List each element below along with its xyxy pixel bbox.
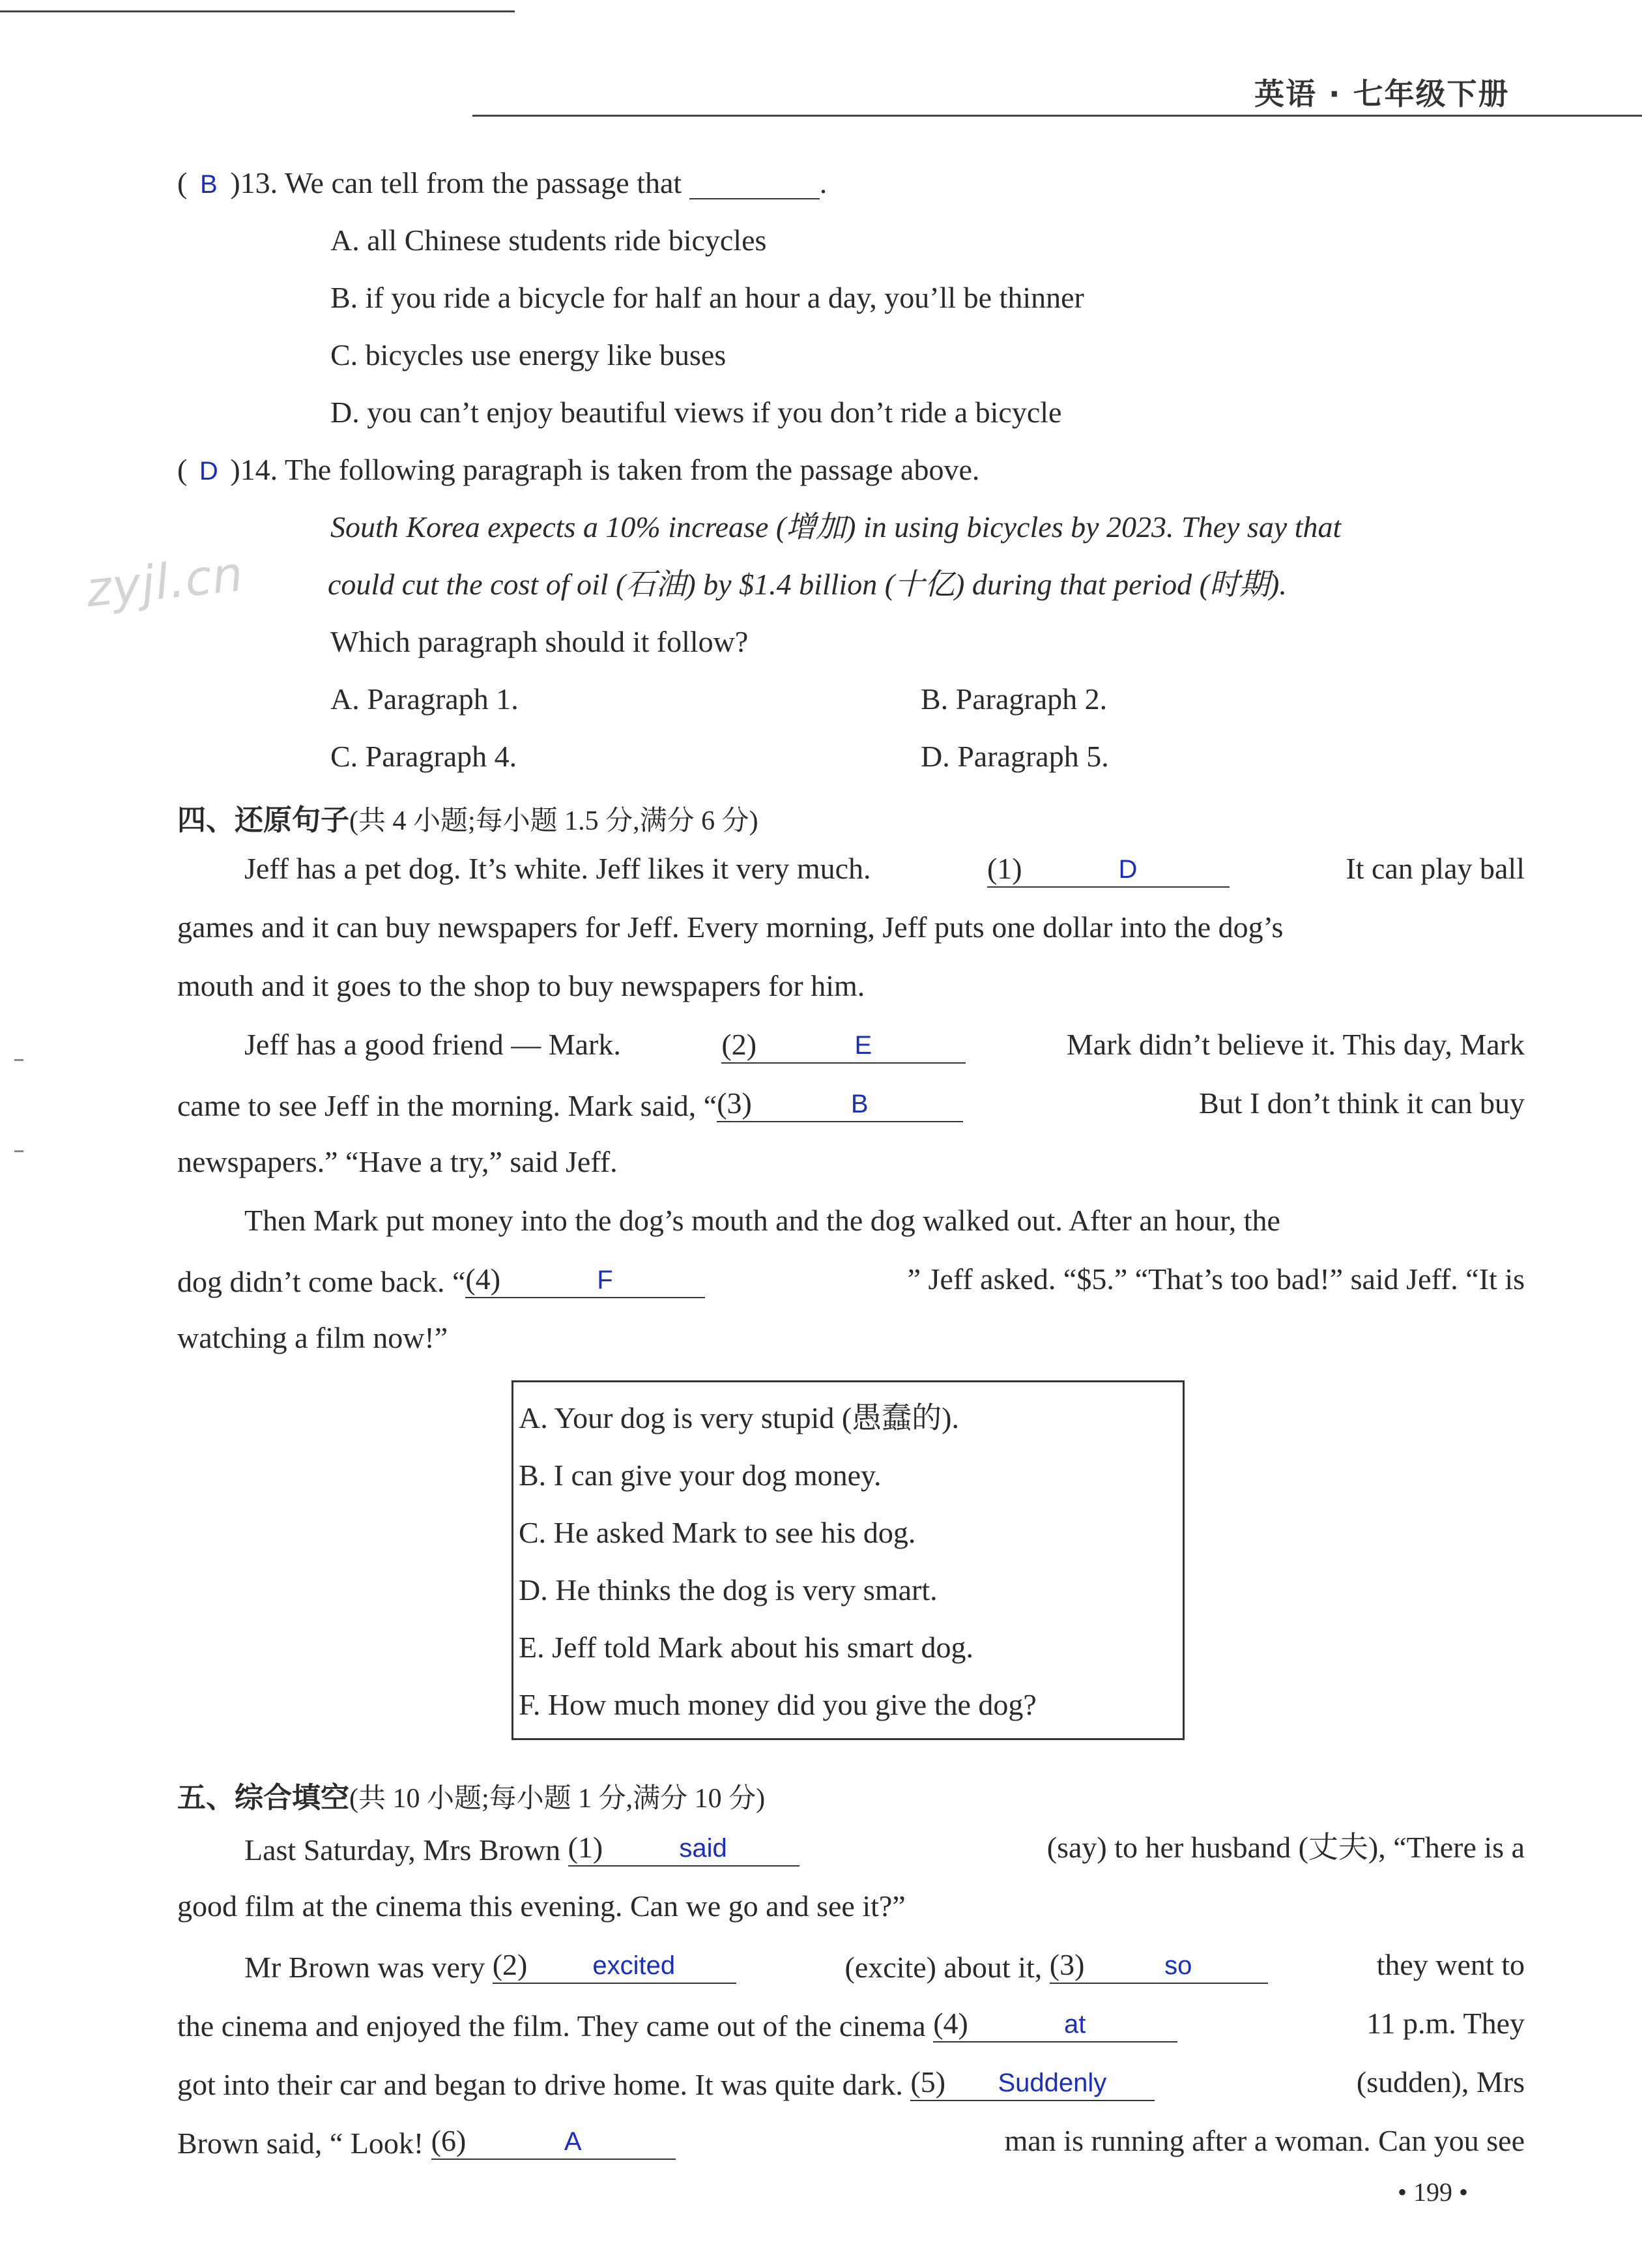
s4-option-d: D. He thinks the dog is very smart.: [519, 1573, 938, 1606]
q13-option-b: B. if you ride a bicycle for half an hour a day, you’ll be thinner: [330, 281, 1084, 314]
s4-option-a: A. Your dog is very stupid (愚蠢的).: [519, 1401, 959, 1434]
s5-blank-6: (6) A: [431, 2126, 676, 2160]
watermark: zyjl.cn: [83, 545, 246, 618]
s4-p2-line1: Jeff has a good friend — Mark. (2) E Mark didn’t believe it. This day, Mark: [244, 1030, 1525, 1064]
s4-options-box: [511, 1380, 1185, 1740]
s5-blank-3: (3) so: [1050, 1950, 1268, 1984]
s5-line2: good film at the cinema this evening. Can we go and see it?”: [177, 1889, 906, 1923]
q14-stem: ( D )14. The following paragraph is taken from the passage above.: [177, 453, 980, 486]
s5-line4: the cinema and enjoyed the film. They came out of the cinema (4) at 11 p.m. They: [177, 2007, 1525, 2043]
q14-answer: D: [199, 457, 218, 486]
s4-blank-2: (2) E: [721, 1030, 966, 1064]
s4-option-f: F. How much money did you give the dog?: [519, 1688, 1037, 1721]
q14-option-a: A. Paragraph 1.: [330, 682, 519, 716]
s4-p2-line2: came to see Jeff in the morning. Mark said, “ (3) B But I don’t think it can buy: [177, 1086, 1525, 1122]
s4-blank-4: (4) F: [465, 1264, 705, 1298]
s5-blank-4: (4) at: [933, 2009, 1177, 2043]
s5-line6: Brown said, “ Look! (6) A man is running after a woman. Can you see: [177, 2124, 1525, 2160]
q13-option-a: A. all Chinese students ride bicycles: [330, 224, 767, 257]
s4-option-b: B. I can give your dog money.: [519, 1459, 882, 1492]
q13-option-d: D. you can’t enjoy beautiful views if you don’t ride a bicycle: [330, 396, 1062, 429]
q14-option-b: B. Paragraph 2.: [921, 682, 1108, 716]
header-rule: [472, 115, 1642, 117]
q13-stem: ( B )13. We can tell from the passage that .: [177, 166, 828, 199]
s4-p1-line1: Jeff has a pet dog. It’s white. Jeff likes it very much. (1) D It can play ball: [244, 854, 1525, 888]
s5-blank-2: (2) excited: [493, 1950, 736, 1984]
s4-option-e: E. Jeff told Mark about his smart dog.: [519, 1631, 973, 1664]
s4-p1-line3: mouth and it goes to the shop to buy newspapers for him.: [177, 969, 865, 1002]
s4-p3-line1: Then Mark put money into the dog’s mouth and the dog walked out. After an hour, the: [244, 1204, 1280, 1237]
s5-blank-1: (1) said: [568, 1833, 799, 1867]
s4-p1-line2: games and it can buy newspapers for Jeff. Every morning, Jeff puts one dollar into the dog’s: [177, 910, 1284, 944]
s4-blank-1: (1) D: [987, 854, 1230, 888]
q13-option-c: C. bicycles use energy like buses: [330, 338, 727, 371]
s5-line3: Mr Brown was very (2) excited (excite) about it, (3) so they went to: [244, 1948, 1525, 1984]
header-title: 英语 · 七年级下册: [1254, 76, 1510, 111]
s4-p3-line3: watching a film now!”: [177, 1321, 448, 1354]
q14-option-c: C. Paragraph 4.: [330, 740, 517, 773]
s5-line1: Last Saturday, Mrs Brown (1) said (say) to her husband (丈夫), “There is a: [244, 1831, 1525, 1867]
q14-question: Which paragraph should it follow?: [330, 625, 749, 658]
s4-p3-line2: dog didn’t come back. “ (4) F ” Jeff asked. “$5.” “That’s too bad!” said Jeff. “It is: [177, 1262, 1525, 1298]
s5-line5: got into their car and began to drive home. It was quite dark. (5) Suddenly (sudden), Mrs: [177, 2065, 1525, 2101]
q13-blank: [689, 168, 820, 199]
page-number: • 199 •: [1398, 2177, 1469, 2207]
section4-title: 四、还原句子(共 4 小题;每小题 1.5 分,满分 6 分): [177, 804, 758, 837]
s4-blank-3: (3) B: [717, 1088, 963, 1122]
s4-p2-line3: newspapers.” “Have a try,” said Jeff.: [177, 1145, 618, 1178]
q14-paragraph-line1: South Korea expects a 10% increase (增加) in using bicycles by 2023. They say that: [330, 510, 1342, 544]
s5-blank-5: (5) Suddenly: [910, 2067, 1155, 2101]
s4-option-c: C. He asked Mark to see his dog.: [519, 1516, 916, 1549]
q14-option-d: D. Paragraph 5.: [921, 740, 1109, 773]
margin-mark: [14, 1059, 23, 1061]
top-rule: [0, 10, 515, 12]
q14-paragraph-line2: could cut the cost of oil (石油) by $1.4 billion (十亿) during that period (时期).: [328, 568, 1287, 601]
margin-mark: [14, 1150, 23, 1152]
section5-title: 五、综合填空(共 10 小题;每小题 1 分,满分 10 分): [177, 1781, 766, 1814]
q13-answer: B: [199, 170, 218, 199]
